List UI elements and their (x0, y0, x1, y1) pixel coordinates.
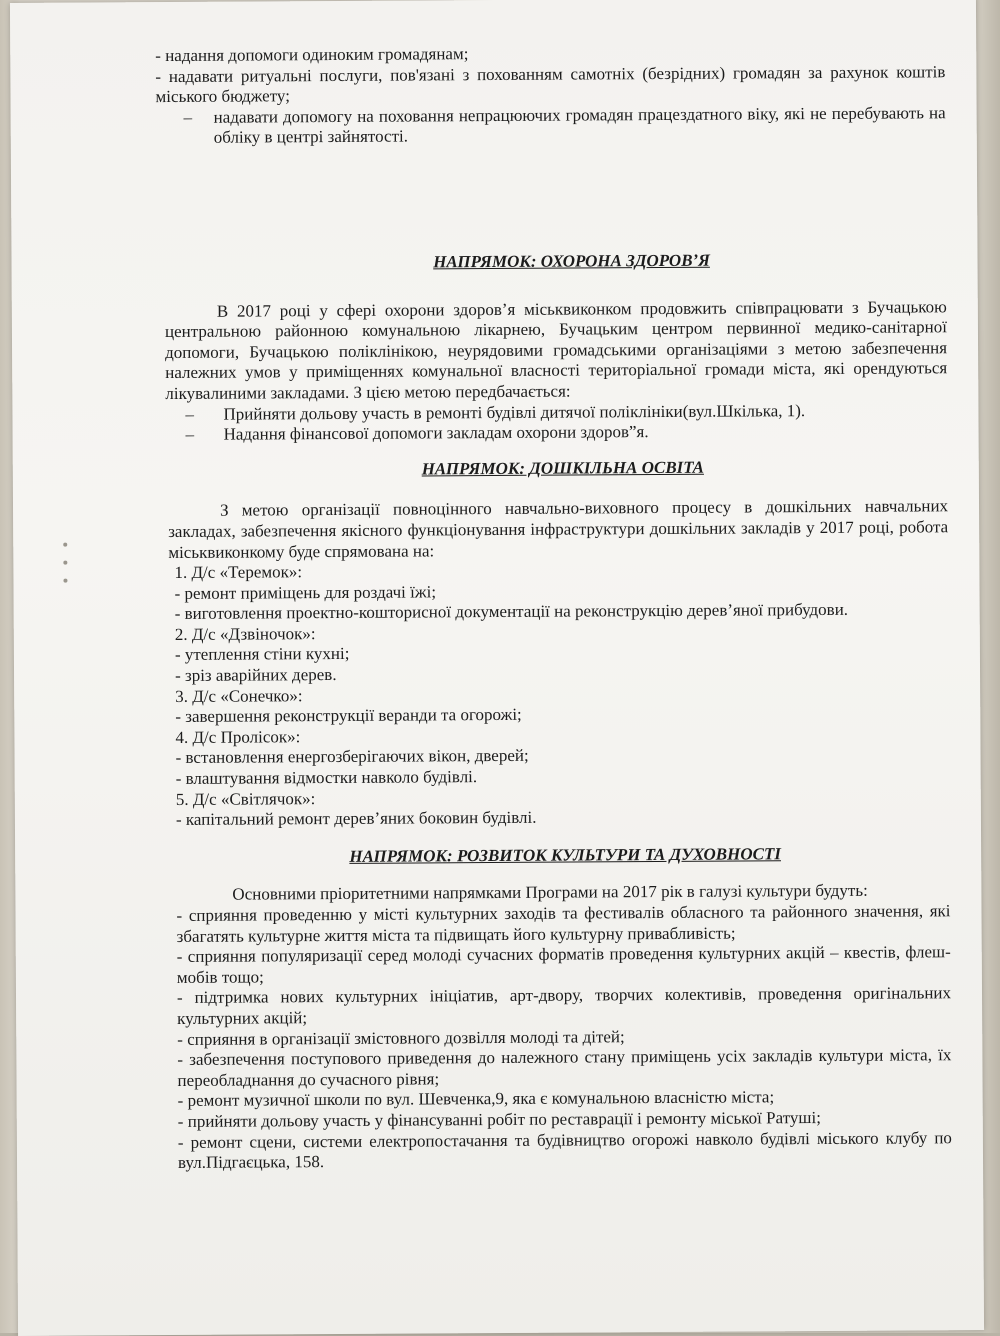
document-page (10, 0, 984, 1336)
preschool-line: - виготовлення проектно-кошторисної документації на реконструкцію дерев’яної прибудови. (174, 600, 849, 624)
preschool-line: - капітальний ремонт дерев’яних боковин будівлі. (175, 807, 537, 830)
document-text (155, 41, 952, 1174)
preschool-line: 3. Д/с «Сонечко»: (175, 685, 303, 706)
top-line-1: - надання допомоги одиноким громадянам; (155, 44, 469, 66)
top-line-3: надавати допомогу на поховання непрацюючих громадян працездатного віку, які не перебувають на обліку в центрі зайнятості. (213, 103, 946, 148)
preschool-line: 4. Д/с Пролісок»: (175, 727, 301, 747)
health-item-text: Прийняти дольову участь в ремонті будівлі дитячої поліклініки(вул.Шкілька, 1). (223, 400, 806, 424)
punch-mark (63, 543, 67, 547)
culture-item: - сприяння популяризації серед молоді сучасних форматів проведення культурних акцій – квестів, флеш-мобів тощо; (176, 942, 951, 987)
preschool-line: 1. Д/с «Теремок»: (174, 562, 303, 583)
culture-item: - прийняти дольову участь у фінансуванні робіт по реставрації і ремонту міської Ратуші; (177, 1107, 821, 1131)
dash-mark: – (185, 424, 195, 445)
heading-health: НАПРЯМОК: ОХОРОНА ЗДОРОВ’Я (433, 250, 710, 272)
culture-item: - сприяння в організації змістовного дозвілля молоді та дітей; (177, 1026, 625, 1049)
preschool-line: - ремонт приміщень для роздачі їжі; (174, 582, 437, 603)
culture-item: - ремонт музичної школи по вул. Шевченка,9, яка є комунальною власністю міста; (177, 1087, 775, 1111)
preschool-line: - встановлення енергозберігаючих вікон, дверей; (175, 746, 529, 768)
culture-intro: Основними пріоритетними напрямками Програми на 2017 рік в галузі культури будуть: (232, 881, 868, 905)
health-item-text: Надання фінансової допомоги закладам охорони здоров”я. (223, 422, 649, 444)
punch-marks (63, 543, 73, 597)
preschool-paragraph: З метою організації повноцінного навчально-виховного процесу в дошкільних навчальних закладах, забезпечення якісного функціонування інфраструктури дошкільних закладів у 2017 році, робота міськвиконкому буде спрямована на: (168, 496, 949, 562)
heading-preschool: НАПРЯМОК: ДОШКІЛЬНА ОСВІТА (421, 457, 704, 479)
top-line-2: - надавати ритуальні послуги, пов'язані з похованням самотніх (безрідних) громадян за рахунок коштів міського бюджету; (155, 61, 946, 107)
preschool-line: 2. Д/с «Дзвіночок»: (174, 623, 316, 644)
preschool-line: - завершення реконструкції веранди та огорожі; (175, 705, 522, 727)
punch-mark (63, 561, 67, 565)
preschool-line: - влаштування відмостки навколо будівлі. (175, 767, 478, 788)
dash-mark: – (185, 404, 195, 424)
preschool-line: - утеплення стіни кухні; (174, 644, 350, 665)
preschool-line: - зріз аварійних дерев. (174, 665, 337, 686)
blank-space (156, 144, 947, 254)
dash-mark: – (183, 107, 193, 127)
culture-item: - підтримка нових культурних ініціатив, арт-двору, творчих колективів, проведення оригінальних культурних акцій; (176, 983, 952, 1028)
culture-item: - сприяння проведенню у місті культурних заходів та фестивалів обласного та районного значення, які збагатять культурне життя міста та підвищать його культурну привабливість; (176, 901, 951, 946)
preschool-line: 5. Д/с «Світлячок»: (175, 788, 316, 809)
culture-item: - забезпечення поступового приведення до належного стану приміщень усіх закладів культури міста, їх переобладнання до сучасного рівня; (177, 1045, 952, 1090)
health-paragraph: В 2017 році у сфері охорони здоров’я міськвиконком продовжить співпрацювати з Бучацькою центральною районною комунальною лікарнею, Бучацьким центром первинної медико-санітарної допомоги, Бучацькою поліклінікою, неурядовими громадськими організаціями з метою забезпечення належних умов у приміщеннях комунальної власності територіальної громади міста, які орендуються лікувалиними закладами. З цією метою передбачається: (164, 296, 948, 403)
punch-mark (63, 579, 67, 583)
heading-culture: НАПРЯМОК: РОЗВИТОК КУЛЬТУРИ ТА ДУХОВНОСТІ (349, 844, 782, 866)
top-dash-item (156, 103, 946, 149)
culture-item: - ремонт сцени, системи електропостачання та будівництво огорожі навколо будівлі міського клубу по вул.Підгаєцька, 158. (177, 1127, 952, 1173)
